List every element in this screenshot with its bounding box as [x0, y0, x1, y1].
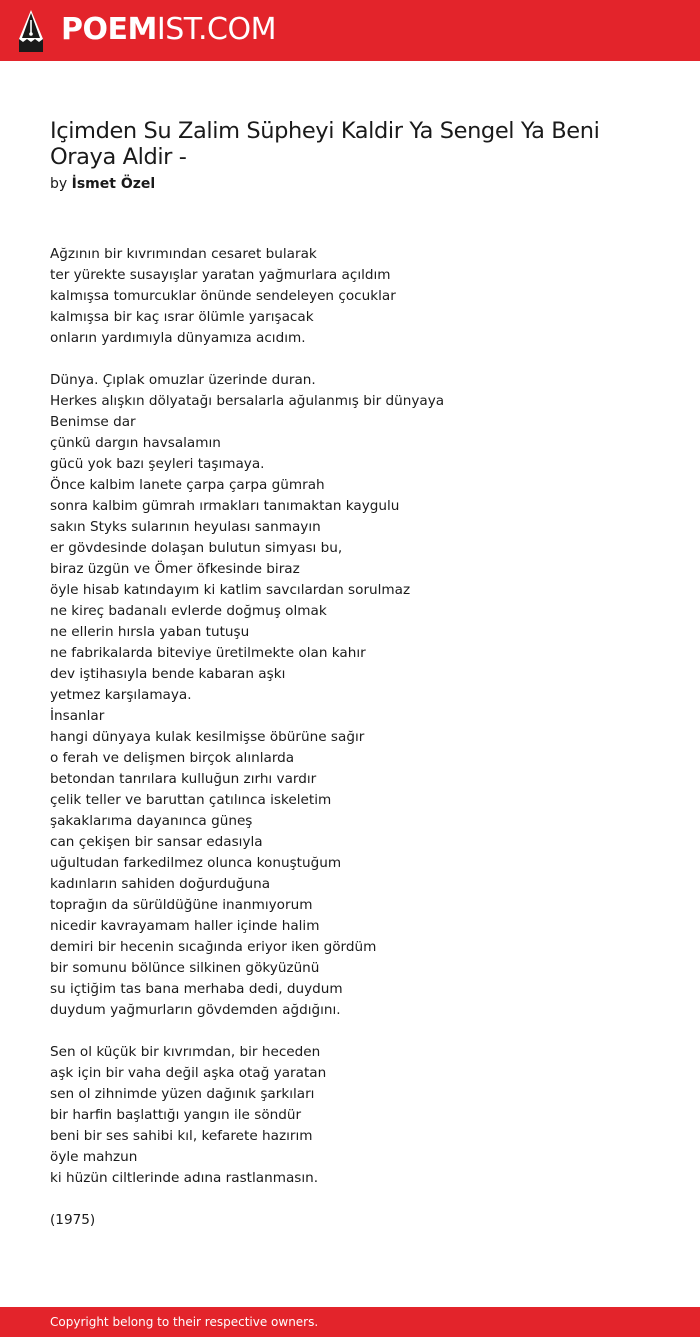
page-title: Içimden Su Zalim Süpheyi Kaldir Ya Sengel Ya Beni Oraya Aldir - — [50, 118, 600, 170]
poem-line: kadınların sahiden doğurduğuna — [50, 876, 271, 892]
byline — [50, 174, 610, 194]
poem-line: can çekişen bir sansar edasıyla — [50, 834, 263, 850]
poem-line: biraz üzgün ve Ömer öfkesinde biraz — [50, 561, 300, 577]
poem-line: sonra kalbim gümrah ırmakları tanımaktan kaygulu — [50, 498, 400, 514]
poem-line: şakaklarıma dayanınca güneş — [50, 813, 253, 829]
poem-heading — [50, 118, 610, 194]
poem-body — [50, 244, 650, 1231]
poem-line: ki hüzün ciltlerinde adına rastlanmasın. — [50, 1170, 319, 1186]
poem-line: hangi dünyaya kulak kesilmişse öbürüne sağır — [50, 729, 365, 745]
stanza-gap — [50, 1189, 650, 1210]
logo-strong-text: POEM — [61, 12, 157, 47]
poem-line: uğultudan farkedilmez olunca konuştuğum — [50, 855, 342, 871]
author-name: İsmet Özel — [71, 176, 156, 192]
poem-line: gücü yok bazı şeyleri taşımaya. — [50, 456, 265, 472]
poem-line: ne ellerin hırsla yaban tutuşu — [50, 624, 250, 640]
poem-line: sakın Styks sularının heyulası sanmayın — [50, 519, 321, 535]
poem-line: İnsanlar — [50, 708, 105, 724]
stanza — [50, 244, 650, 349]
poem-line: kalmışsa tomurcuklar önünde sendeleyen çocuklar — [50, 288, 396, 304]
poem-line: ne fabrikalarda biteviye üretilmekte olan kahır — [50, 645, 366, 661]
poem-line: betondan tanrılara kulluğun zırhı vardır — [50, 771, 317, 787]
poem-line: bir harfin başlattığı yangın ile söndür — [50, 1107, 302, 1123]
poem-line: Herkes alışkın dölyatağı bersalarla ağulanmış bir dünyaya — [50, 393, 445, 409]
poem-line: Benimse dar — [50, 414, 136, 430]
poem-line: Önce kalbim lanete çarpa çarpa gümrah — [50, 477, 325, 493]
poem-line: (1975) — [50, 1212, 96, 1228]
stanza — [50, 1042, 650, 1189]
poem-line: öyle mahzun — [50, 1149, 138, 1165]
poem-line: toprağın da sürüldüğüne inanmıyorum — [50, 897, 313, 913]
logo-light-text: IST.COM — [156, 12, 276, 47]
poem-line: ter yürekte susayışlar yaratan yağmurlara açıldım — [50, 267, 391, 283]
stanza-gap — [50, 349, 650, 370]
poem-line: Sen ol küçük bir kıvrımdan, bir heceden — [50, 1044, 321, 1060]
copyright-text: Copyright belong to their respective owners. — [50, 1315, 319, 1329]
poem-line: onların yardımıyla dünyamıza acıdım. — [50, 330, 306, 346]
stanza-gap — [50, 1021, 650, 1042]
poem-line: Ağzının bir kıvrımından cesaret bularak — [50, 246, 317, 262]
pen-nib-icon[interactable] — [18, 9, 44, 53]
poem-line: su içtiğim tas bana merhaba dedi, duydum — [50, 981, 343, 997]
poem-line: Dünya. Çıplak omuzlar üzerinde duran. — [50, 372, 316, 388]
poem-line: dev iştihasıyla bende kabaran aşkı — [50, 666, 286, 682]
poem-line: demiri bir hecenin sıcağında eriyor iken gördüm — [50, 939, 377, 955]
stanza — [50, 1210, 650, 1231]
stanza — [50, 370, 650, 1021]
poem-line: er gövdesinde dolaşan bulutun simyası bu, — [50, 540, 343, 556]
poem-line: ne kireç badanalı evlerde doğmuş olmak — [50, 603, 327, 619]
poem-line: duydum yağmurların gövdemden ağdığını. — [50, 1002, 341, 1018]
poem-line: kalmışsa bir kaç ısrar ölümle yarışacak — [50, 309, 314, 325]
site-footer — [0, 1307, 700, 1337]
by-label: by — [50, 176, 68, 192]
poem-line: çelik teller ve baruttan çatılınca iskeletim — [50, 792, 332, 808]
poem-line: yetmez karşılamaya. — [50, 687, 192, 703]
poem-line: bir somunu bölünce silkinen gökyüzünü — [50, 960, 320, 976]
poem-line: o ferah ve delişmen birçok alınlarda — [50, 750, 295, 766]
site-header — [0, 0, 700, 61]
poem-line: beni bir ses sahibi kıl, kefarete hazırım — [50, 1128, 313, 1144]
poem-line: sen ol zihnimde yüzen dağınık şarkıları — [50, 1086, 315, 1102]
site-logo[interactable] — [61, 11, 276, 49]
poem-line: nicedir kavrayamam haller içinde halim — [50, 918, 320, 934]
poem-line: çünkü dargın havsalamın — [50, 435, 221, 451]
poem-line: öyle hisab katındayım ki katlim savcılardan sorulmaz — [50, 582, 411, 598]
poem-line: aşk için bir vaha değil aşka otağ yaratan — [50, 1065, 327, 1081]
